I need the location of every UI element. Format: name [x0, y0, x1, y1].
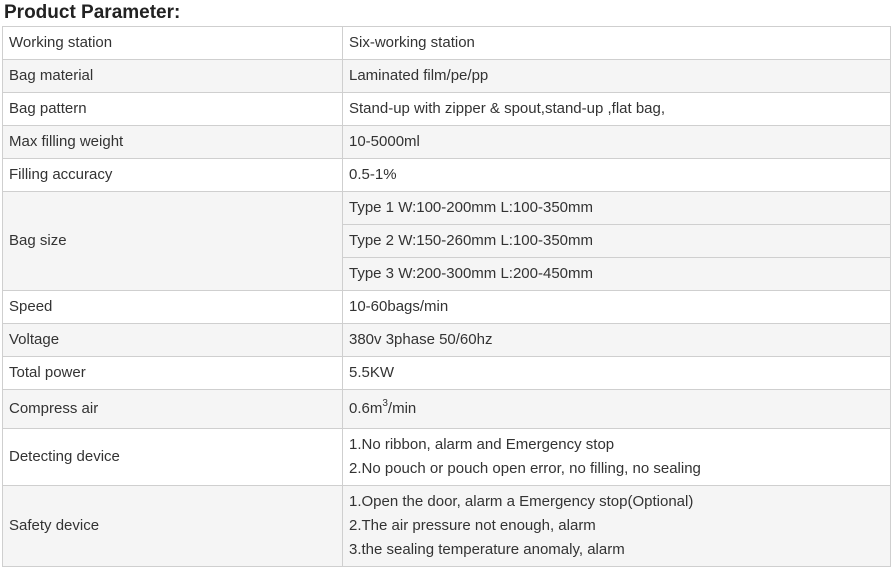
param-value-working-station: Six-working station: [343, 27, 891, 60]
table-row: [3, 429, 891, 486]
safety-device-line-1: 1.Open the door, alarm a Emergency stop(Optional): [349, 493, 694, 510]
param-value-bag-pattern: Stand-up with zipper & spout,stand-up ,flat bag,: [343, 93, 891, 126]
table-row: [3, 27, 891, 60]
table-row: [3, 192, 891, 225]
compress-air-unit: /min: [387, 400, 417, 417]
param-value-total-power: 5.5KW: [343, 357, 891, 390]
param-value-voltage: 380v 3phase 50/60hz: [343, 324, 891, 357]
table-row: [3, 324, 891, 357]
param-label-detecting-device: Detecting device: [3, 429, 343, 486]
safety-device-line-2: 2.The air pressure not enough, alarm: [349, 517, 596, 534]
table-row: [3, 357, 891, 390]
param-value-bag-size-type3: Type 3 W:200-300mm L:200-450mm: [343, 258, 891, 291]
detecting-device-line-1: 1.No ribbon, alarm and Emergency stop: [349, 436, 615, 453]
table-row: [3, 126, 891, 159]
table-row: [3, 291, 891, 324]
param-value-max-filling-weight: 10-5000ml: [343, 126, 891, 159]
safety-device-line-3: 3.the sealing temperature anomaly, alarm: [349, 541, 625, 558]
param-label-bag-size: Bag size: [3, 192, 343, 291]
param-label-max-filling-weight: Max filling weight: [3, 126, 343, 159]
param-label-safety-device: Safety device: [3, 486, 343, 567]
param-value-detecting-device: [343, 429, 891, 486]
param-value-bag-material: Laminated film/pe/pp: [343, 60, 891, 93]
detecting-device-line-2: 2.No pouch or pouch open error, no filling, no sealing: [349, 460, 701, 477]
param-value-safety-device: [343, 486, 891, 567]
param-value-filling-accuracy: 0.5-1%: [343, 159, 891, 192]
table-row: [3, 60, 891, 93]
compress-air-superscript: 3: [382, 398, 388, 409]
param-value-bag-size-type1: Type 1 W:100-200mm L:100-350mm: [343, 192, 891, 225]
table-row: [3, 486, 891, 567]
param-value-speed: 10-60bags/min: [343, 291, 891, 324]
compress-air-number: 0.6m: [349, 400, 383, 417]
page-title: Product Parameter:: [4, 2, 181, 23]
table-row: [3, 390, 891, 429]
param-value-bag-size-type2: Type 2 W:150-260mm L:100-350mm: [343, 225, 891, 258]
product-parameter-table: [2, 26, 891, 567]
param-label-bag-pattern: Bag pattern: [3, 93, 343, 126]
param-label-filling-accuracy: Filling accuracy: [3, 159, 343, 192]
table-row: [3, 159, 891, 192]
param-label-speed: Speed: [3, 291, 343, 324]
param-label-compress-air: Compress air: [3, 390, 343, 429]
param-label-total-power: Total power: [3, 357, 343, 390]
param-label-voltage: Voltage: [3, 324, 343, 357]
table-row: [3, 93, 891, 126]
param-label-working-station: Working station: [3, 27, 343, 60]
param-value-compress-air: [343, 390, 891, 429]
param-label-bag-material: Bag material: [3, 60, 343, 93]
